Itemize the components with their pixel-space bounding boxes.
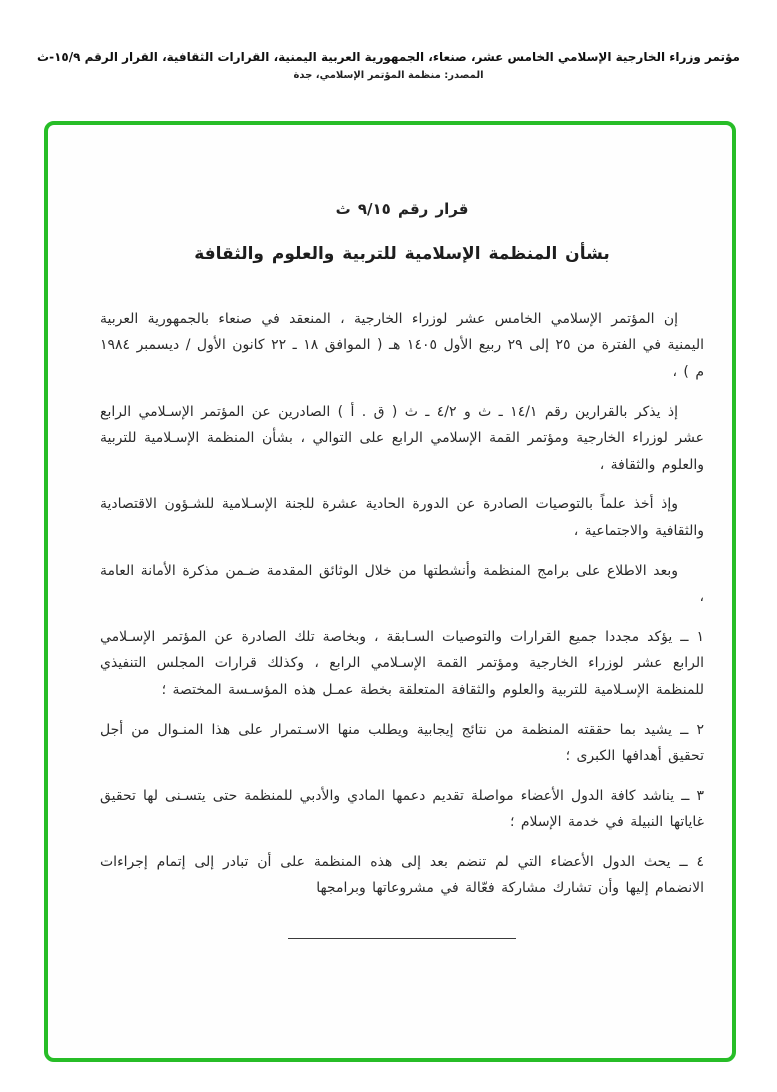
resolution-item-2 bbox=[100, 717, 704, 770]
resolution-item-3 bbox=[100, 783, 704, 836]
resolution-item-4 bbox=[100, 849, 704, 902]
preamble-paragraph-3: وإذ أخذ علماً بالتوصيات الصادرة عن الدورة الحادية عشرة للجنة الإسـلامية للشـؤون الاقتصادية والثقافية والاجتماعية ، bbox=[100, 496, 704, 539]
document-source-header bbox=[0, 50, 777, 81]
item-3-text: يناشد كافة الدول الأعضاء مواصلة تقديم دعمها المادي والأدبي للمنظمة حتى يتسـنى لها تحقيق غاياتها النبيلة في خدمة الإسلام ؛ bbox=[100, 787, 704, 831]
item-1-text: يؤكد مجددا جميع القرارات والتوصيات السـابقة ، وبخاصة تلك الصادرة عن المؤتمر الإسـلامي الرابع عشر لوزراء الخارجية ومؤتمر القمة الإسـلامي الرابع ، وكذلك قرارات المجلس التنفيذي للمنظمة الإسـلامية للتربية والعلوم والثقافة المتعلقة بخطة عمـل هذه المؤسـسة المختصة ؛ bbox=[100, 628, 704, 698]
resolution-item-1 bbox=[100, 624, 704, 704]
preamble-paragraph-1: إن المؤتمر الإسلامي الخامس عشر لوزراء الخارجية ، المنعقد في صنعاء بالجمهورية العربية اليمنية في الفترة من ٢٥ إلى ٢٩ ربيع الأول ١٤٠٥ هـ ( الموافق ١٨ ـ ٢٢ كانون الأول / ديسمبر ١٩٨٤ م ) ، bbox=[100, 310, 704, 380]
header-line-2: المصدر: منظمة المؤتمر الإسلامي، جدة bbox=[293, 70, 484, 81]
item-4-number: ٤ ــ bbox=[679, 853, 704, 870]
resolution-document bbox=[48, 125, 732, 1058]
item-2-number: ٢ ــ bbox=[680, 721, 704, 738]
scanned-page-frame bbox=[44, 121, 736, 1062]
preamble-paragraph-2: إذ يذكر بالقرارين رقم ١٤/١ ـ ث و ٤/٢ ـ ث ( ق . أ ) الصادرين عن المؤتمر الإسـلامي الرابع عشر لوزراء الخارجية ومؤتمر القمة الإسلامي الرابع على التوالي ، بشأن المنظمة الإسـلامية للتربية والعلوم والثقافة ، bbox=[100, 403, 704, 473]
preamble-paragraph-4: وبعد الاطلاع على برامج المنظمة وأنشطتها من خلال الوثائق المقدمة ضـمن مذكرة الأمانة العامة ، bbox=[100, 562, 704, 606]
resolution-subject-title: بشأن المنظمة الإسلامية للتربية والعلوم والثقافة bbox=[194, 243, 610, 264]
closing-rule bbox=[288, 938, 516, 939]
item-3-number: ٣ ــ bbox=[681, 787, 704, 804]
resolution-number-title: قرار رقم ٩/١٥ ث bbox=[335, 200, 469, 218]
header-line-1: مؤتمر وزراء الخارجية الإسلامي الخامس عشر، صنعاء، الجمهورية العربية اليمنية، القرارات الثقافية، القرار الرقم ١٥/٩-ث bbox=[37, 50, 740, 64]
item-4-text: يحث الدول الأعضاء التي لم تنضم بعد إلى هذه المنظمة على أن تبادر إلى إتمام إجراءات الانضمام إليها وأن تشارك مشاركة فعّالة في مشروعاتها وبرامجها bbox=[100, 853, 704, 897]
item-1-number: ١ ــ bbox=[680, 628, 705, 645]
item-2-text: يشيد بما حققته المنظمة من نتائج إيجابية ويطلب منها الاسـتمرار على هذا المنـوال من أجل تحقيق أهدافها الكبرى ؛ bbox=[100, 721, 704, 765]
